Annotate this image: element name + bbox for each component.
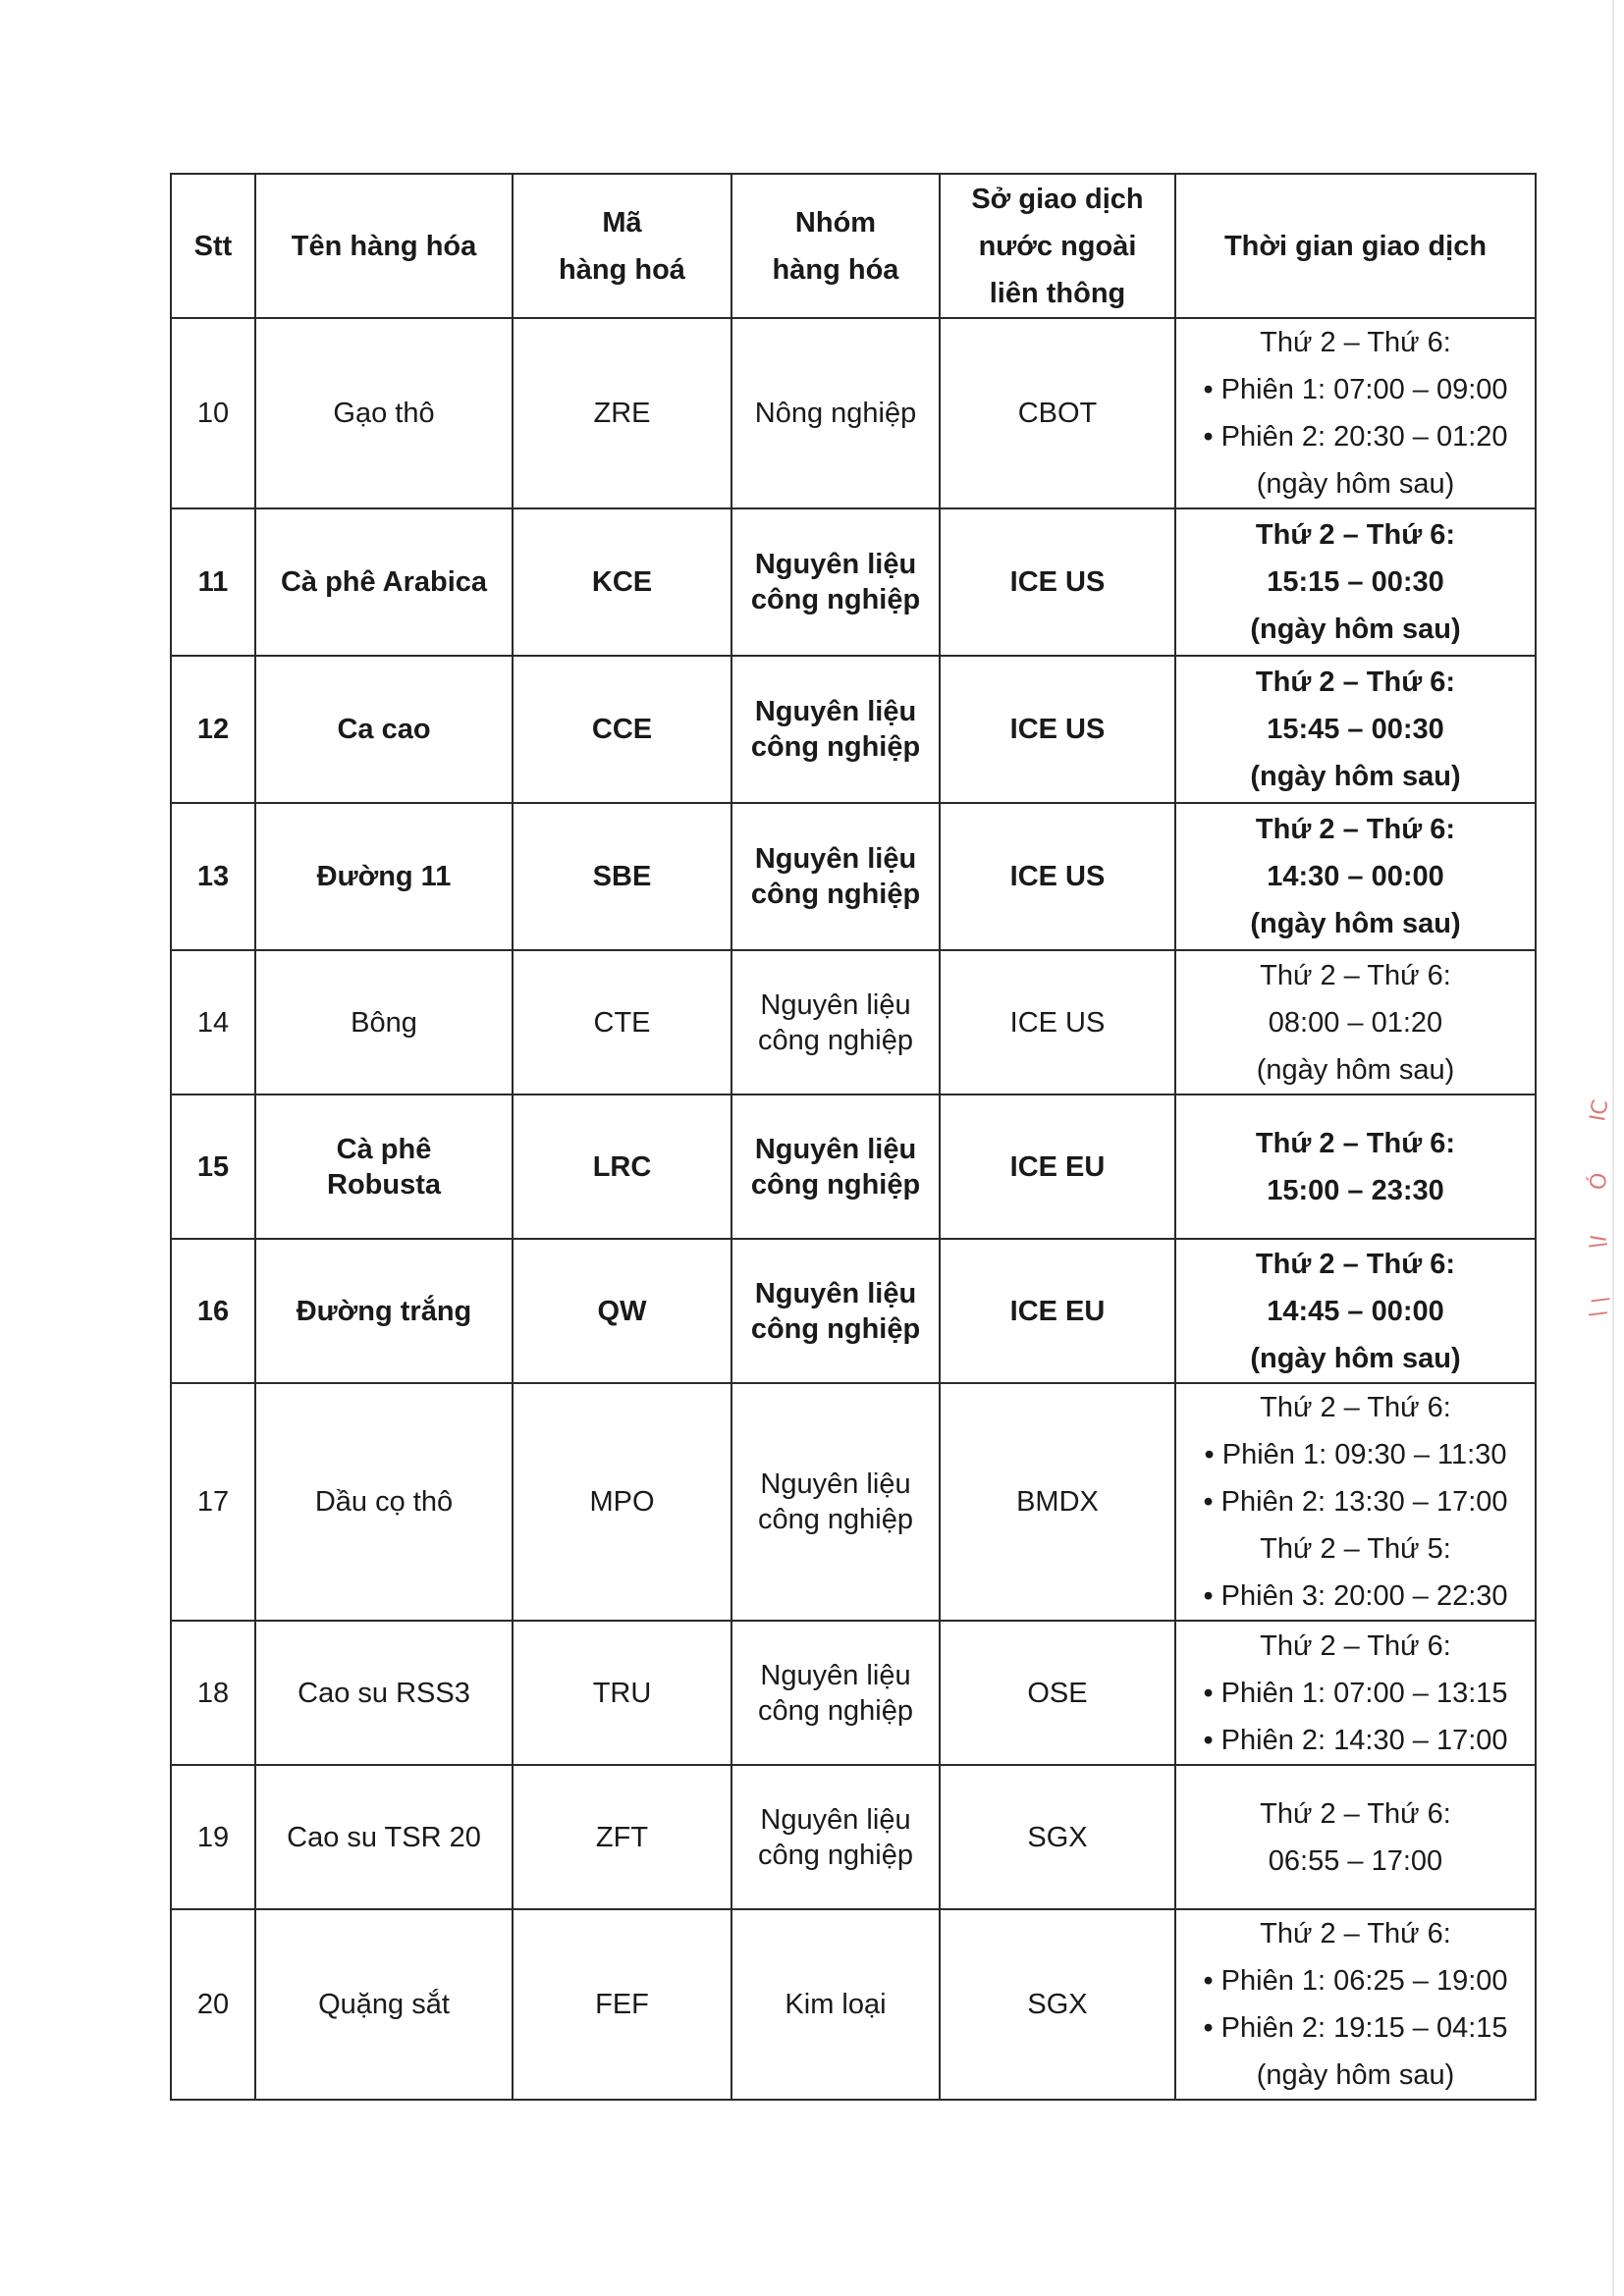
cell-time-line: 14:45 – 00:00 <box>1267 1295 1444 1327</box>
cell-stt: 12 <box>171 656 255 803</box>
cell-name-line: Cao su TSR 20 <box>287 1821 481 1853</box>
cell-time-line: Thứ 2 – Thứ 6: <box>1260 1797 1451 1830</box>
cell-time-line: • Phiên 2: 14:30 – 17:00 <box>1203 1724 1508 1756</box>
cell-commodity-code: SBE <box>513 803 731 950</box>
cell-commodity-code: LRC <box>513 1095 731 1239</box>
table-row <box>171 318 1536 508</box>
cell-stt: 10 <box>171 318 255 508</box>
cell-time-line: Thứ 2 – Thứ 6: <box>1255 1248 1456 1280</box>
cell-group-line: công nghiệp <box>757 1504 914 1535</box>
table-header-row <box>171 174 1536 318</box>
cell-group-line: Nông nghiệp <box>754 398 917 429</box>
header-time: Thời gian giao dịch <box>1175 174 1536 318</box>
cell-time-line: (ngày hôm sau) <box>1250 614 1461 645</box>
cell-time-line: (ngày hôm sau) <box>1250 761 1461 792</box>
cell-exchange: SGX <box>940 1909 1175 2100</box>
cell-commodity-group <box>731 508 940 656</box>
cell-time-line: • Phiên 1: 06:25 – 19:00 <box>1203 1965 1508 1997</box>
cell-time-line: 06:55 – 17:00 <box>1268 1844 1443 1877</box>
header-code-line: hàng hoá <box>559 253 685 286</box>
cell-name-line: Ca cao <box>337 714 431 745</box>
cell-commodity-code: FEF <box>513 1909 731 2100</box>
table-row <box>171 656 1536 803</box>
cell-exchange: ICE EU <box>940 1239 1175 1383</box>
table-row <box>171 1765 1536 1909</box>
table-row <box>171 1909 1536 2100</box>
cell-group-line: công nghiệp <box>750 1168 921 1201</box>
cell-name-line: Gạo thô <box>333 398 435 429</box>
header-code <box>513 174 731 318</box>
cell-commodity-group <box>731 318 940 508</box>
cell-time-line: Thứ 2 – Thứ 6: <box>1260 1918 1451 1949</box>
cell-commodity-group <box>731 1621 940 1765</box>
cell-time-line: • Phiên 2: 13:30 – 17:00 <box>1203 1486 1508 1518</box>
cell-exchange: BMDX <box>940 1383 1175 1621</box>
cell-time-line: (ngày hôm sau) <box>1256 1053 1455 1086</box>
cell-commodity-name <box>255 656 513 803</box>
cell-commodity-code: ZFT <box>513 1765 731 1909</box>
cell-name-line: Đường trắng <box>296 1295 472 1327</box>
cell-commodity-code: QW <box>513 1239 731 1383</box>
cell-commodity-group <box>731 1095 940 1239</box>
header-stt: Stt <box>171 174 255 318</box>
cell-time-line: • Phiên 3: 20:00 – 22:30 <box>1203 1580 1508 1612</box>
cell-group-line: công nghiệp <box>757 1024 914 1056</box>
cell-commodity-name <box>255 508 513 656</box>
cell-group-line: công nghiệp <box>750 879 921 910</box>
table-row <box>171 508 1536 656</box>
header-code-line: Mã <box>602 206 642 239</box>
cell-time-line: 08:00 – 01:20 <box>1268 1006 1443 1039</box>
cell-time-line: • Phiên 1: 09:30 – 11:30 <box>1204 1439 1507 1470</box>
cell-group-line: Nguyên liệu <box>754 1277 917 1309</box>
cell-time-line: Thứ 2 – Thứ 5: <box>1260 1533 1451 1565</box>
stamp-text: IC <box>1586 1097 1614 1124</box>
cell-group-line: công nghiệp <box>750 1312 921 1345</box>
cell-group-line: công nghiệp <box>750 584 921 615</box>
cell-time-line: (ngày hôm sau) <box>1256 468 1455 500</box>
cell-time-line: Thứ 2 – Thứ 6: <box>1255 1127 1456 1159</box>
cell-exchange: OSE <box>940 1621 1175 1765</box>
cell-stt: 15 <box>171 1095 255 1239</box>
table-row <box>171 1383 1536 1621</box>
cell-commodity-code: ZRE <box>513 318 731 508</box>
table-row <box>171 803 1536 950</box>
cell-stt: 11 <box>171 508 255 656</box>
cell-time-line: (ngày hôm sau) <box>1250 1342 1461 1374</box>
header-exchange <box>940 174 1175 318</box>
cell-trading-time <box>1175 803 1536 950</box>
cell-time-line: 15:00 – 23:30 <box>1267 1174 1444 1206</box>
cell-stt: 16 <box>171 1239 255 1383</box>
cell-commodity-name <box>255 1095 513 1239</box>
cell-commodity-name <box>255 318 513 508</box>
cell-trading-time <box>1175 656 1536 803</box>
cell-exchange: CBOT <box>940 318 1175 508</box>
cell-group-line: Nguyên liệu <box>760 1659 911 1691</box>
cell-commodity-name <box>255 803 513 950</box>
cell-commodity-code: KCE <box>513 508 731 656</box>
cell-commodity-code: CTE <box>513 950 731 1095</box>
cell-commodity-group <box>731 950 940 1095</box>
cell-time-line: Thứ 2 – Thứ 6: <box>1255 667 1456 698</box>
cell-commodity-code: TRU <box>513 1621 731 1765</box>
stamp-text: Ó <box>1586 1170 1613 1193</box>
cell-trading-time <box>1175 1095 1536 1239</box>
cell-commodity-name <box>255 1909 513 2100</box>
cell-time-line: 14:30 – 00:00 <box>1267 861 1444 892</box>
cell-name-line: Robusta <box>327 1168 441 1201</box>
table-body <box>171 318 1536 2100</box>
cell-group-line: công nghiệp <box>750 731 921 763</box>
cell-trading-time <box>1175 508 1536 656</box>
cell-group-line: Nguyên liệu <box>760 1803 911 1836</box>
cell-trading-time <box>1175 950 1536 1095</box>
cell-time-line: • Phiên 2: 19:15 – 04:15 <box>1203 2012 1508 2044</box>
cell-time-line: • Phiên 1: 07:00 – 09:00 <box>1203 374 1508 405</box>
cell-exchange: ICE EU <box>940 1095 1175 1239</box>
cell-time-line: Thứ 2 – Thứ 6: <box>1260 1629 1451 1662</box>
cell-trading-time <box>1175 318 1536 508</box>
stamp-text: \I <box>1586 1233 1613 1252</box>
cell-stt: 14 <box>171 950 255 1095</box>
cell-group-line: Nguyên liệu <box>754 696 917 727</box>
cell-commodity-group <box>731 1383 940 1621</box>
cell-group-line: công nghiệp <box>757 1694 914 1727</box>
cell-exchange: ICE US <box>940 656 1175 803</box>
header-exchange-line: Sở giao dịch <box>971 183 1144 215</box>
cell-commodity-group <box>731 1765 940 1909</box>
red-stamp-fragment <box>1586 1099 1624 1394</box>
cell-commodity-name <box>255 950 513 1095</box>
table-row <box>171 1095 1536 1239</box>
header-exchange-line: nước ngoài <box>978 230 1137 262</box>
cell-stt: 20 <box>171 1909 255 2100</box>
table-row <box>171 1621 1536 1765</box>
cell-commodity-group <box>731 656 940 803</box>
cell-name-line: Bông <box>351 1006 417 1039</box>
cell-group-line: Nguyên liệu <box>754 1133 917 1165</box>
cell-exchange: ICE US <box>940 508 1175 656</box>
cell-time-line: Thứ 2 – Thứ 6: <box>1260 959 1451 991</box>
cell-exchange: ICE US <box>940 803 1175 950</box>
cell-time-line: (ngày hôm sau) <box>1256 2059 1455 2091</box>
cell-time-line: Thứ 2 – Thứ 6: <box>1255 519 1456 551</box>
cell-time-line: 15:15 – 00:30 <box>1267 566 1444 598</box>
table-row <box>171 1239 1536 1383</box>
cell-name-line: Cà phê Arabica <box>280 566 488 598</box>
cell-commodity-group <box>731 803 940 950</box>
cell-stt: 17 <box>171 1383 255 1621</box>
header-group-line: hàng hóa <box>772 253 899 286</box>
cell-exchange: ICE US <box>940 950 1175 1095</box>
cell-trading-time <box>1175 1621 1536 1765</box>
cell-time-line: Thứ 2 – Thứ 6: <box>1260 1392 1451 1423</box>
cell-commodity-name <box>255 1621 513 1765</box>
cell-commodity-name <box>255 1383 513 1621</box>
cell-name-line: Dầu cọ thô <box>314 1486 454 1518</box>
cell-trading-time <box>1175 1765 1536 1909</box>
header-group-line: Nhóm <box>794 206 877 239</box>
cell-commodity-group <box>731 1909 940 2100</box>
cell-stt: 19 <box>171 1765 255 1909</box>
cell-time-line: 15:45 – 00:30 <box>1267 714 1444 745</box>
cell-commodity-code: MPO <box>513 1383 731 1621</box>
cell-group-line: Kim loại <box>785 1989 887 2020</box>
commodity-trading-table <box>170 173 1537 2101</box>
cell-name-line: Cà phê <box>336 1133 432 1165</box>
header-group <box>731 174 940 318</box>
cell-trading-time <box>1175 1909 1536 2100</box>
cell-time-line: • Phiên 1: 07:00 – 13:15 <box>1203 1677 1508 1709</box>
cell-exchange: SGX <box>940 1765 1175 1909</box>
header-name: Tên hàng hóa <box>255 174 513 318</box>
cell-time-line: (ngày hôm sau) <box>1250 908 1461 939</box>
cell-stt: 13 <box>171 803 255 950</box>
stamp-text: \ \ <box>1586 1294 1614 1320</box>
cell-commodity-name <box>255 1765 513 1909</box>
cell-group-line: công nghiệp <box>757 1839 914 1871</box>
cell-commodity-name <box>255 1239 513 1383</box>
cell-group-line: Nguyên liệu <box>760 988 911 1021</box>
cell-group-line: Nguyên liệu <box>754 549 917 580</box>
cell-commodity-group <box>731 1239 940 1383</box>
cell-commodity-code: CCE <box>513 656 731 803</box>
cell-group-line: Nguyên liệu <box>760 1468 911 1500</box>
cell-name-line: Đường 11 <box>316 861 452 892</box>
cell-group-line: Nguyên liệu <box>754 843 917 875</box>
cell-time-line: Thứ 2 – Thứ 6: <box>1260 327 1451 358</box>
cell-time-line: Thứ 2 – Thứ 6: <box>1255 814 1456 845</box>
cell-time-line: • Phiên 2: 20:30 – 01:20 <box>1203 421 1508 453</box>
header-exchange-line: liên thông <box>989 277 1126 309</box>
table-row <box>171 950 1536 1095</box>
cell-trading-time <box>1175 1239 1536 1383</box>
cell-trading-time <box>1175 1383 1536 1621</box>
cell-stt: 18 <box>171 1621 255 1765</box>
cell-name-line: Cao su RSS3 <box>298 1677 470 1709</box>
cell-name-line: Quặng sắt <box>318 1989 450 2020</box>
